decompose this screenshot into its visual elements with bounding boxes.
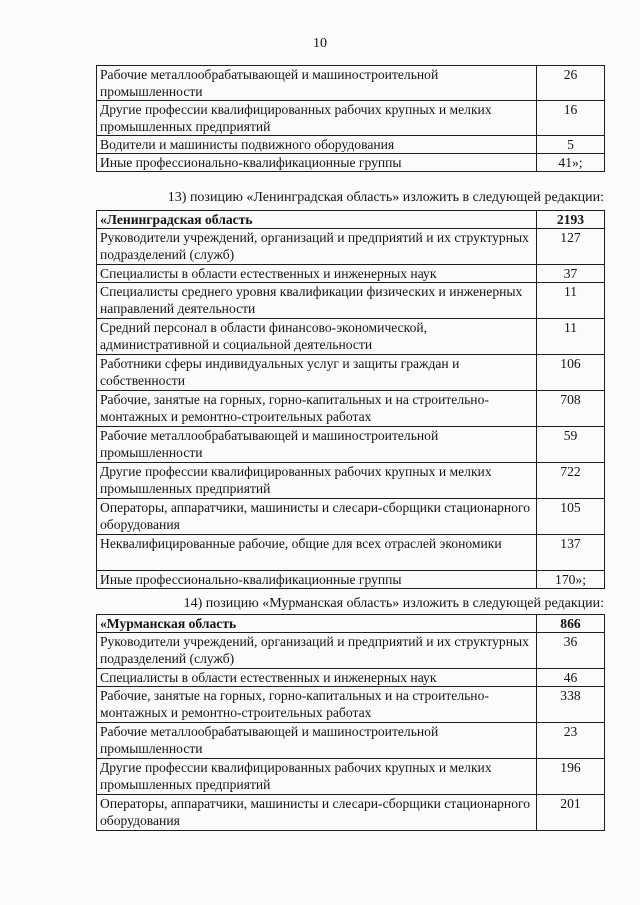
occupation-value: 127 <box>537 229 605 265</box>
occupation-value: 59 <box>537 427 605 463</box>
table-row <box>97 391 605 427</box>
occupation-value: 201 <box>537 795 605 831</box>
region-name: «Ленинградская область <box>97 211 537 229</box>
table-row <box>97 759 605 795</box>
occupation-table-continued <box>96 65 605 172</box>
table-row <box>97 669 605 687</box>
occupation-label: Другие профессии квалифицированных рабочих крупных и мелких промышленных предприятий <box>97 101 537 136</box>
occupation-label: Работники сферы индивидуальных услуг и защиты граждан и собственности <box>97 355 537 391</box>
occupation-value: 16 <box>537 101 605 136</box>
table-header-row <box>97 211 605 229</box>
occupation-label: Рабочие, занятые на горных, горно-капитальных и на строительно-монтажных и ремонтно-строительных работах <box>97 391 537 427</box>
table-row <box>97 265 605 283</box>
occupation-value: 105 <box>537 499 605 535</box>
table-row <box>97 633 605 669</box>
occupation-value: 11 <box>537 283 605 319</box>
section-heading-leningrad: 13) позицию «Ленинградская область» изложить в следующей редакции: <box>167 190 604 205</box>
table-row <box>97 101 605 136</box>
occupation-label: Иные профессионально-квалификационные группы <box>97 154 537 172</box>
occupation-value: 36 <box>537 633 605 669</box>
occupation-label: Неквалифицированные рабочие, общие для всех отраслей экономики <box>97 535 537 571</box>
occupation-value: 106 <box>537 355 605 391</box>
occupation-value: 338 <box>537 687 605 723</box>
occupation-label: Руководители учреждений, организаций и предприятий и их структурных подразделений (служб) <box>97 229 537 265</box>
section-heading-murmansk: 14) позицию «Мурманская область» изложить в следующей редакции: <box>183 596 604 611</box>
occupation-label: Специалисты в области естественных и инженерных наук <box>97 669 537 687</box>
occupation-value: 11 <box>537 319 605 355</box>
table-row <box>97 355 605 391</box>
occupation-value: 137 <box>537 535 605 571</box>
occupation-value: 37 <box>537 265 605 283</box>
occupation-value: 46 <box>537 669 605 687</box>
table-row <box>97 723 605 759</box>
occupation-value: 23 <box>537 723 605 759</box>
table-row <box>97 319 605 355</box>
occupation-label: Средний персонал в области финансово-экономической, административной и социальной деятельности <box>97 319 537 355</box>
occupation-label: Операторы, аппаратчики, машинисты и слесари-сборщики стационарного оборудования <box>97 499 537 535</box>
occupation-value: 170»; <box>537 571 605 589</box>
occupation-label: Другие профессии квалифицированных рабочих крупных и мелких промышленных предприятий <box>97 759 537 795</box>
murmansk-table <box>96 614 605 831</box>
occupation-value: 26 <box>537 66 605 101</box>
occupation-value: 41»; <box>537 154 605 172</box>
occupation-label: Иные профессионально-квалификационные группы <box>97 571 537 589</box>
table-row <box>97 283 605 319</box>
table-row <box>97 571 605 589</box>
occupation-label: Специалисты в области естественных и инженерных наук <box>97 265 537 283</box>
table-row <box>97 229 605 265</box>
table-row <box>97 66 605 101</box>
occupation-value: 196 <box>537 759 605 795</box>
occupation-label: Специалисты среднего уровня квалификации физических и инженерных направлений деятельности <box>97 283 537 319</box>
occupation-label: Операторы, аппаратчики, машинисты и слесари-сборщики стационарного оборудования <box>97 795 537 831</box>
occupation-label: Руководители учреждений, организаций и предприятий и их структурных подразделений (служб) <box>97 633 537 669</box>
table-row <box>97 154 605 172</box>
table-row <box>97 463 605 499</box>
page-number: 10 <box>313 36 327 51</box>
occupation-label: Рабочие металлообрабатывающей и машиностроительной промышленности <box>97 66 537 101</box>
table-row <box>97 136 605 154</box>
table-row <box>97 535 605 571</box>
occupation-label: Водители и машинисты подвижного оборудования <box>97 136 537 154</box>
occupation-label: Рабочие металлообрабатывающей и машиностроительной промышленности <box>97 723 537 759</box>
table-row <box>97 427 605 463</box>
table-row <box>97 499 605 535</box>
region-total: 2193 <box>537 211 605 229</box>
region-name: «Мурманская область <box>97 615 537 633</box>
region-total: 866 <box>537 615 605 633</box>
occupation-value: 5 <box>537 136 605 154</box>
leningrad-table <box>96 210 605 589</box>
occupation-label: Рабочие, занятые на горных, горно-капитальных и на строительно-монтажных и ремонтно-строительных работах <box>97 687 537 723</box>
occupation-value: 708 <box>537 391 605 427</box>
occupation-value: 722 <box>537 463 605 499</box>
table-header-row <box>97 615 605 633</box>
occupation-label: Рабочие металлообрабатывающей и машиностроительной промышленности <box>97 427 537 463</box>
table-row <box>97 687 605 723</box>
occupation-label: Другие профессии квалифицированных рабочих крупных и мелких промышленных предприятий <box>97 463 537 499</box>
table-row <box>97 795 605 831</box>
